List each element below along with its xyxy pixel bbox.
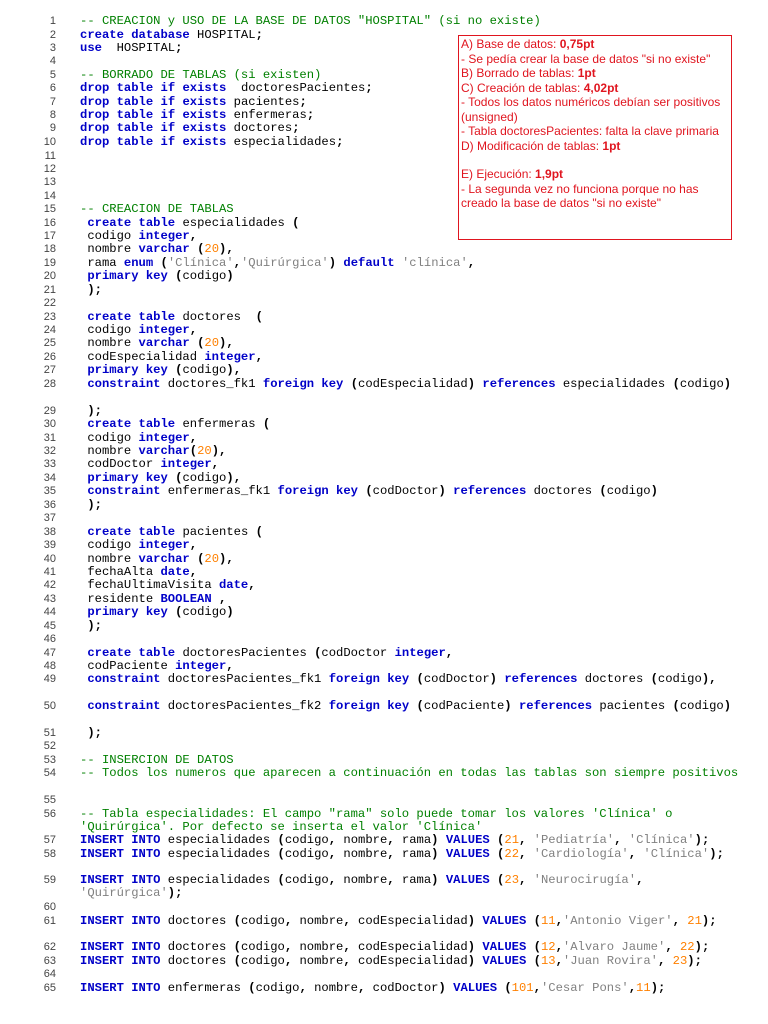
code-text: -- Tabla especialidades: El campo "rama" solo puede tomar los valores 'Clínica' o 'Quirúrgica'. Por defecto se inserta el valor 'Clínica' [80,807,680,835]
code-text: nombre varchar(20), [80,444,227,458]
line-number: 43 [43,593,56,605]
annotation-score: 1,9pt [535,167,564,181]
code-text: INSERT INTO especialidades (codigo, nombre, rama) VALUES (23, 'Neurocirugía', 'Quirúrgica'); [80,873,644,901]
line-number: 36 [43,499,56,511]
line-number: 54 [43,767,56,779]
line-number: 34 [43,472,56,484]
line-number: 6 [49,82,56,94]
code-text: drop table if exists enfermeras; [80,108,315,122]
code-text: constraint enfermeras_fk1 foreign key (codDoctor) references doctores (codigo) [87,484,658,498]
line-number: 60 [43,901,56,913]
code-text: drop table if exists doctoresPacientes; [80,81,373,95]
line-number: 30 [43,418,56,430]
code-text: fechaUltimaVisita date, [80,578,256,592]
line-number: 1 [49,15,56,27]
code-text: primary key (codigo), [87,363,242,377]
code-text: ); [87,404,102,418]
code-text: primary key (codigo), [87,471,242,485]
line-number: 25 [43,337,56,349]
line-number: 58 [43,848,56,860]
code-text: INSERT INTO doctores (codigo, nombre, codEspecialidad) VALUES (13,'Juan Rovira', 23); [80,954,702,968]
code-text: primary key (codigo) [87,269,234,283]
code-text: create table doctores ( [87,310,263,324]
line-number: 23 [43,311,56,323]
code-text: -- INSERCION DE DATOS [80,753,234,767]
line-number: 19 [43,257,56,269]
line-number: 22 [43,297,56,309]
code-text: codEspecialidad integer, [80,350,263,364]
line-number: 17 [43,230,56,242]
code-text: nombre varchar (20), [80,336,234,350]
annotation-row [461,81,729,96]
code-text: ); [87,726,102,740]
code-text: drop table if exists doctores; [80,121,300,135]
line-number: 18 [43,243,56,255]
annotation-text: E) Ejecución: [461,167,536,181]
code-text: ); [87,619,102,633]
line-number: 44 [43,606,56,618]
line-number: 57 [43,834,56,846]
code-text: create table enfermeras ( [87,417,271,431]
code-text: INSERT INTO especialidades (codigo, nombre, rama) VALUES (21, 'Pediatría', 'Clínica'); [80,833,710,847]
line-number: 27 [43,364,56,376]
line-number: 55 [43,794,56,806]
annotation-score: 1pt [602,138,621,153]
annotation-text: C) Creación de tablas: [461,80,584,95]
line-number: 65 [43,982,56,994]
code-text: constraint doctoresPacientes_fk1 foreign key (codDoctor) references doctores (codigo), [87,672,717,686]
line-number: 7 [49,96,56,108]
line-number: 4 [49,55,56,67]
annotation-text: - Tabla doctoresPacientes: falta la clave primaria [461,124,719,138]
line-number: 42 [43,579,56,591]
annotation-row [461,167,729,182]
line-number: 56 [43,808,56,820]
line-number: 38 [43,526,56,538]
annotation-text: - Todos los datos numéricos debían ser positivos (unsigned) [461,95,721,124]
code-text: fechaAlta date, [80,565,198,579]
line-number: 64 [43,968,56,980]
line-number: 8 [49,109,56,121]
code-text: create table especialidades ( [87,216,300,230]
code-text: -- CREACION DE TABLAS [80,202,234,216]
code-text: ); [87,283,102,297]
code-text: -- Todos los numeros que aparecen a continuación en todas las tablas son siempre positivos [80,766,739,780]
line-number: 15 [43,203,56,215]
annotation-row [461,182,729,211]
line-number: 35 [43,485,56,497]
line-number: 26 [43,351,56,363]
annotation-row [461,153,729,167]
code-text: codigo integer, [80,431,198,445]
line-number: 31 [43,432,56,444]
annotation-text: - La segunda vez no funciona porque no has creado la base de datos "si no existe" [461,181,699,210]
annotation-row [461,139,729,154]
annotation-score: 1pt [577,66,596,80]
line-number: 3 [49,42,56,54]
line-number: 5 [49,69,56,81]
line-number: 2 [49,29,56,41]
code-text: create database HOSPITAL; [80,28,263,42]
annotation-row [461,52,729,67]
code-text: -- BORRADO DE TABLAS (si existen) [80,68,322,82]
annotation-text: D) Modificación de tablas: [461,138,603,153]
line-number: 14 [43,190,56,202]
line-number: 13 [43,176,56,188]
line-number: 9 [49,122,56,134]
line-number: 32 [43,445,56,457]
line-number: 53 [43,754,56,766]
code-text: INSERT INTO doctores (codigo, nombre, codEspecialidad) VALUES (11,'Antonio Viger', 21); [80,914,717,928]
code-text: constraint doctoresPacientes_fk2 foreign key (codPaciente) references pacientes (codigo) [87,699,732,713]
line-number: 47 [43,647,56,659]
grading-annotation-box [458,35,732,240]
annotation-row [461,95,729,124]
code-text: primary key (codigo) [87,605,234,619]
line-number: 10 [43,136,56,148]
line-number: 37 [43,512,56,524]
line-number: 28 [43,378,56,390]
line-number: 29 [43,405,56,417]
code-text: rama enum ('Clínica','Quirúrgica') default 'clínica', [80,256,476,270]
code-text: drop table if exists pacientes; [80,95,307,109]
code-text: codPaciente integer, [80,659,234,673]
annotation-row [461,66,729,81]
annotation-row [461,124,729,139]
code-text: create table doctoresPacientes (codDoctor integer, [87,646,454,660]
code-text: nombre varchar (20), [80,242,234,256]
code-text: ); [87,498,102,512]
line-number: 16 [43,217,56,229]
code-text: use HOSPITAL; [80,41,183,55]
code-text: codigo integer, [80,538,198,552]
line-number: 61 [43,915,56,927]
code-text: INSERT INTO doctores (codigo, nombre, codEspecialidad) VALUES (12,'Alvaro Jaume', 22); [80,940,710,954]
line-number: 24 [43,324,56,336]
code-text: codigo integer, [80,323,198,337]
line-number: 45 [43,620,56,632]
code-text: INSERT INTO especialidades (codigo, nombre, rama) VALUES (22, 'Cardiología', 'Clínica'); [80,847,724,861]
code-text: drop table if exists especialidades; [80,135,344,149]
line-number: 50 [43,700,56,712]
line-number: 39 [43,539,56,551]
line-number: 12 [43,163,56,175]
code-text: codigo integer, [80,229,198,243]
line-number: 59 [43,874,56,886]
line-number: 41 [43,566,56,578]
line-number: 40 [43,553,56,565]
code-text: -- CREACION y USO DE LA BASE DE DATOS "HOSPITAL" (si no existe) [80,14,541,28]
annotation-text: B) Borrado de tablas: [461,66,578,80]
line-number: 21 [43,284,56,296]
annotation-score: 4,02pt [583,80,619,95]
annotation-score: 0,75pt [559,37,595,51]
line-number: 46 [43,633,56,645]
line-number: 52 [43,740,56,752]
line-number: 48 [43,660,56,672]
code-text: constraint doctores_fk1 foreign key (codEspecialidad) references especialidades (codigo) [87,377,732,391]
code-text: create table pacientes ( [87,525,263,539]
code-text: residente BOOLEAN , [80,592,227,606]
line-number: 33 [43,458,56,470]
line-number: 62 [43,941,56,953]
code-text: nombre varchar (20), [80,552,234,566]
line-number: 11 [44,150,56,162]
line-number: 49 [43,673,56,685]
code-text: INSERT INTO enfermeras (codigo, nombre, codDoctor) VALUES (101,'Cesar Pons',11); [80,981,666,995]
line-number: 20 [43,270,56,282]
annotation-text: - Se pedía crear la base de datos "si no existe" [461,51,711,66]
annotation-text: A) Base de datos: [461,37,560,51]
code-text: codDoctor integer, [80,457,219,471]
annotation-row [461,37,729,52]
line-number: 63 [43,955,56,967]
line-number: 51 [43,727,56,739]
